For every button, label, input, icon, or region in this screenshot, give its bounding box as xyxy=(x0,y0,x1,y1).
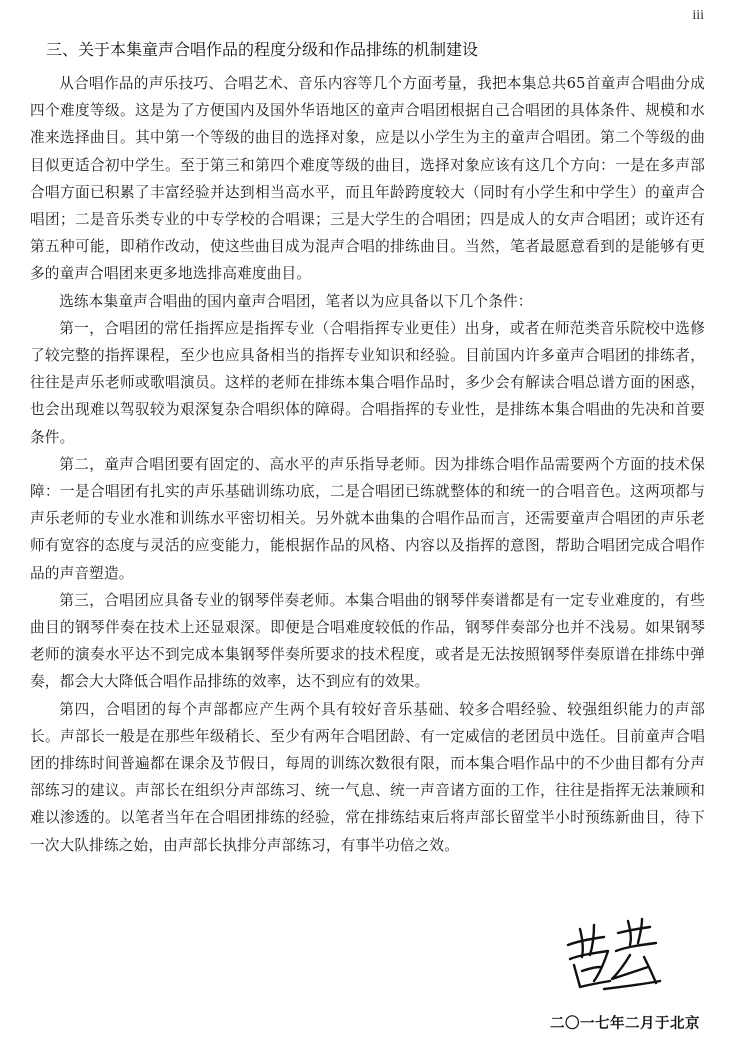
page-number: iii xyxy=(692,8,704,23)
paragraph: 第三，合唱团应具备专业的钢琴伴奏老师。本集合唱曲的钢琴伴奏谱都是有一定专业难度的，有些曲目的钢琴伴奏在技术上还显艰深。即便是合唱难度较低的作品，钢琴伴奏部分也并不浅易。如果钢琴老师的演奏水平达不到完成本集钢琴伴奏所要求的技术程度，或者是无法按照钢琴伴奏原谱在排练中弹奏，都会大大降低合唱作品排练的效率，达不到应有的效果。 xyxy=(30,591,705,691)
paragraph: 从合唱作品的声乐技巧、合唱艺术、音乐内容等几个方面考量，我把本集总共65首童声合唱曲分成四个难度等级。这是为了方便国内及国外华语地区的童声合唱团根据自己合唱团的具体条件、规模和水准来选择曲目。其中第一个等级的曲目的选择对象，应是以小学生为主的童声合唱团。第二个等级的曲目似更适合初中学生。至于第三和第四个难度等级的曲目，选择对象应该有这几个方向：一是在多声部合唱方面已积累了丰富经验并达到相当高水平，而且年龄跨度较大（同时有小学生和中学生）的童声合唱团；二是音乐类专业的中专学校的合唱课；三是大学生的合唱团；四是成人的女声合唱团；或许还有第五种可能，即稍作改动，使这些曲目成为混声合唱的排练曲目。当然，笔者最愿意看到的是能够有更多的童声合唱团来更多地选排高难度曲目。 xyxy=(30,75,705,283)
paragraph: 第二，童声合唱团要有固定的、高水平的声乐指导老师。因为排练合唱作品需要两个方面的技术保障：一是合唱团有扎实的声乐基础训练功底，二是合唱团已练就整体的和统一的合唱音色。这两项都与声乐老师的专业水准和训练水平密切相关。另外就本曲集的合唱作品而言，还需要童声合唱团的声乐老师有宽容的态度与灵活的应变能力，能根据作品的风格、内容以及指挥的意图，帮助合唱团完成合唱作品的声音塑造。 xyxy=(30,455,705,582)
body-text xyxy=(30,70,705,859)
section-heading: 三、关于本集童声合唱作品的程度分级和作品排练的机制建设 xyxy=(46,40,479,59)
paragraph: 第一，合唱团的常任指挥应是指挥专业（合唱指挥专业更佳）出身，或者在师范类音乐院校中选修了较完整的指挥课程，至少也应具备相当的指挥专业知识和经验。目前国内许多童声合唱团的排练者，往往是声乐老师或歌唱演员。这样的老师在排练本集合唱作品时，多少会有解读合唱总谱方面的困惑，也会出现难以驾驭较为艰深复杂合唱织体的障碍。合唱指挥的专业性，是排练本集合唱曲的先决和首要条件。 xyxy=(30,319,705,446)
date-line: 二〇一七年二月于北京 xyxy=(550,1016,700,1032)
paragraph: 第四，合唱团的每个声部都应产生两个具有较好音乐基础、较多合唱经验、较强组织能力的声部长。声部长一般是在那些年级稍长、至少有两年合唱团龄、有一定威信的老团员中选任。目前童声合唱团的排练时间普遍都在课余及节假日，每周的训练次数很有限，而本集合唱作品中的不少曲目都有分声部练习的建议。声部长在组织分声部练习、统一气息、统一声音诸方面的工作，往往是指挥无法兼顾和难以渗透的。以笔者当年在合唱团排练的经验，常在排练结束后将声部长留堂半小时预练新曲目，待下一次大队排练之始，由声部长执排分声部练习，有事半功倍之效。 xyxy=(30,700,705,854)
paragraph: 选练本集童声合唱曲的国内童声合唱团，笔者以为应具备以下几个条件： xyxy=(59,292,533,310)
handwritten-signature xyxy=(560,915,670,995)
